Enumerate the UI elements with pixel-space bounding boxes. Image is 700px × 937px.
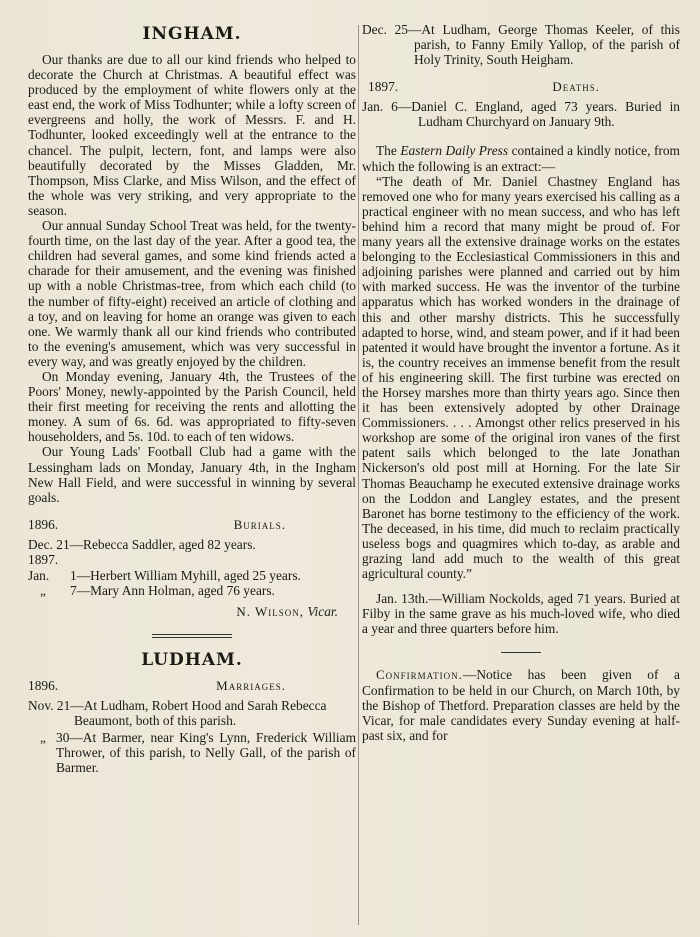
section-divider [501, 652, 541, 653]
burials-year-1897: 1897. [28, 551, 59, 567]
edp-intro-pre: The [376, 143, 397, 159]
edp-intro-post: contained a kindly notice, from which the following is an extract:— [362, 143, 680, 174]
ingham-heading: INGHAM. [142, 24, 242, 44]
burial-entry: Dec. 21—Rebecca Saddler, aged 82 years. [28, 536, 256, 552]
burial-text: 1—Herbert William Myhill, aged 25 years. [70, 567, 301, 583]
confirmation-text: —Notice has been given of a Confirmation to be held in our Church, on March 10th, by the Bishop of Thetford. Preparation classes are held by the Vicar, for male candidates every Sunday evening at half-past six, and for [362, 667, 680, 743]
burial-text: 7—Mary Ann Holman, aged 76 years. [70, 583, 275, 598]
burial-entry [28, 583, 356, 598]
burial-month: Jan. [28, 567, 50, 583]
obituary-quote: “The death of Mr. Daniel Chastney England has removed one who for many years exercised his calling as a practical engineer with no mean success, and who has left behind him a record that many might be proud of. For many years all the extensive drainage works on the estates belonging to the Ecclesiastical Commissioners in this and adjoining parishes were planned and carried out by him with marked success. He was the inventor of the turbine apparatus which has worked wonders in the drainage of this and other marshy districts. This he successfully adapted to horse, wind, and steam power, and if it had been patented it would have brought the inventor a fortune. As it is, the country receives an immense benefit from the result of his engineering skill. The first turbine was erected on the Horsey marshes more than thirty years ago. Since then it has been extensively adopted by other Drainage Commissioners. . . . Amongst other relics preserved in his workshop are some of the original iron vanes of the first patent sails which belonged to the late Jonathan Nickerson's old post mill at Horning. For the late Sir Thomas Beauchamp he executed extensive drainage works on the Loddon and Langley estates, and the present Baronet has borne testimony to the efficiency of the work. The deceased, in his time, did much to reclaim practically useless bogs and quagmires which to-day, as arable and grazing land add much to the wealth of this great agricultural county.” [362, 173, 680, 582]
burials-year-1896: 1896. [28, 516, 59, 532]
burials-section [28, 517, 356, 620]
vicar-title: Vicar. [307, 604, 338, 620]
section-divider [152, 634, 232, 638]
deaths-section [362, 79, 680, 129]
ingham-paragraph-poors-money: On Monday evening, January 4th, the Trustees of the Poors' Money, newly-appointed by the Parish Council, held their first meeting for receiving the rents and allotting the money. A sum of 6s. 6d. was appropriated to fifty-seven householders, and 5s. 10d. to each of ten widows. [28, 368, 356, 445]
marriage-text: 30—At Barmer, near King's Lynn, Frederick William Thrower, of this parish, to Nelly Gall, of the parish of Barmer. [56, 730, 356, 776]
marriages-year: 1896. [28, 678, 59, 694]
left-column [28, 22, 356, 776]
newspaper-name: Eastern Daily Press [400, 143, 509, 159]
ludham-heading: LUDHAM. [141, 650, 243, 671]
vicar-signature [28, 604, 338, 620]
burials-heading: Burials. [233, 516, 286, 532]
burial-entry [28, 568, 356, 583]
ditto-mark: „ [40, 583, 46, 598]
nockolds-notice: Jan. 13th.—William Nockolds, aged 71 years. Buried at Filby in the same grave as his much-loved wife, who died a year and three quarters before him. [362, 591, 680, 637]
marriage-entry-continued: Dec. 25—At Ludham, George Thomas Keeler, of this parish, to Fanny Emily Yallop, of the parish of Holy Trinity, South Heigham. [362, 22, 680, 68]
vicar-name: N. Wilson, [236, 604, 305, 620]
marriage-entry [28, 730, 356, 775]
ingham-paragraph-school-treat: Our annual Sunday School Treat was held, for the twenty-fourth time, on the last day of the year. After a good tea, the children had several games, and some kind friends acted a charade for their amusement, and the evening was finished up with a noble Christmas-tree, from which each child (to the number of fifty-eight) received an article of clothing and a toy, and on leaving for home an orange was given to each one. We warmly thank all our kind friends who contributed to the evening's amusement, which was very successful in every way, and was greatly enjoyed by the children. [28, 218, 356, 369]
right-column [362, 22, 680, 743]
edp-intro [362, 143, 680, 173]
confirmation-label: Confirmation. [376, 667, 463, 683]
marriage-entry: Nov. 21—At Ludham, Robert Hood and Sarah Rebecca Beaumont, both of this parish. [28, 698, 327, 729]
ingham-paragraph-decorations: Our thanks are due to all our kind friends who helped to decorate the Church at Christmas. A beautiful effect was produced by the employment of white flowers only at the east end, the work of Miss Todhunter; while a lofty screen of evergreens and holly, the work of Messrs. F. and H. Todhunter, looked exceedingly well at the entrance to the chancel. The pulpit, lectern, font, and lamps were also beautifully decorated by the Misses Gladden, Mr. Thompson, Miss Clarke, and Miss Wilson, and the effect of the whole was very striking, and very appropriate to the season. [28, 52, 356, 218]
death-entry: Jan. 6—Daniel C. England, aged 73 years. Buried in Ludham Churchyard on January 9th. [362, 99, 680, 130]
deaths-year: 1897. [368, 79, 399, 95]
ditto-mark: „ [40, 730, 46, 746]
column-divider [358, 25, 359, 925]
marriages-heading: Marriages. [216, 678, 286, 694]
confirmation-notice [362, 667, 680, 742]
deaths-heading: Deaths. [552, 79, 600, 95]
ingham-paragraph-football: Our Young Lads' Football Club had a game with the Lessingham lads on Monday, January 4th, in the Ingham New Hall Field, and were successful in winning by several goals. [28, 444, 356, 505]
